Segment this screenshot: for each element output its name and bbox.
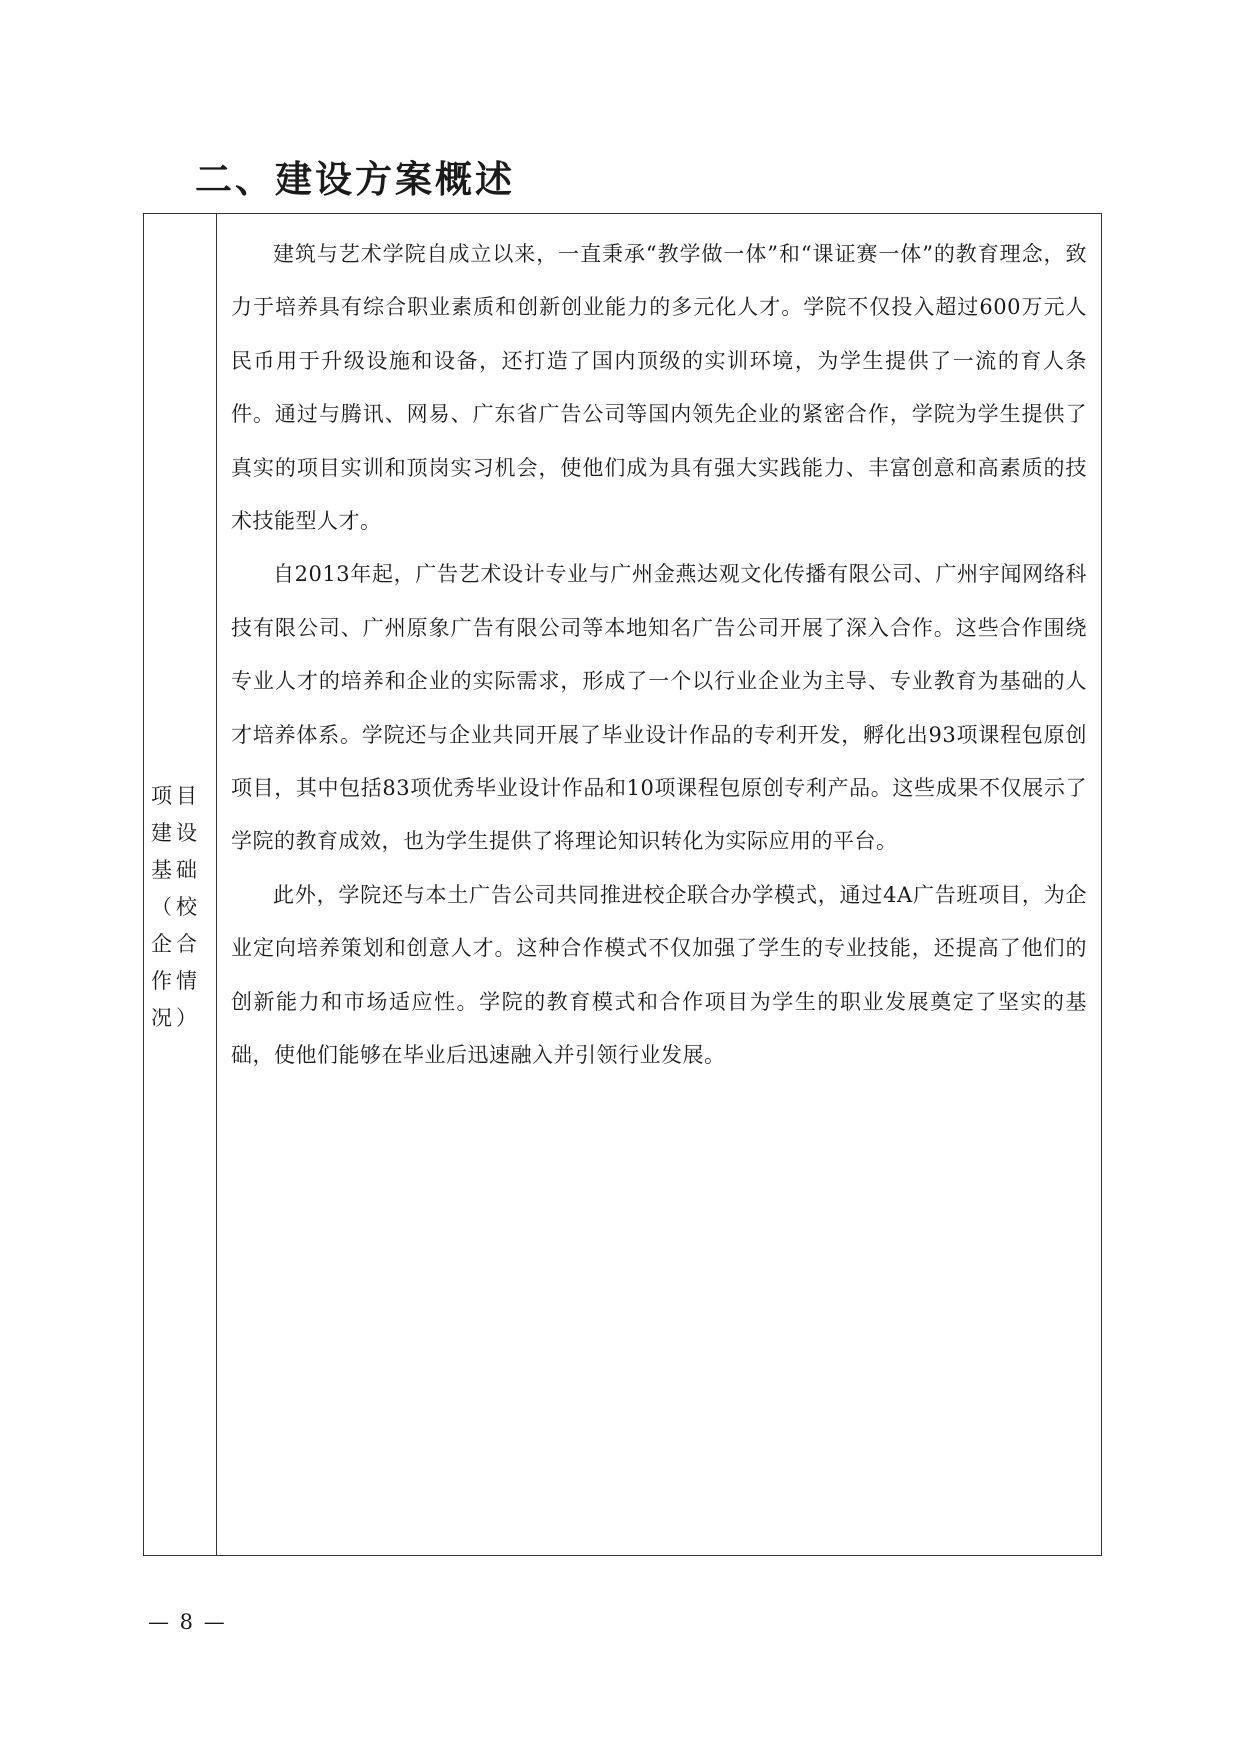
- paragraph-2: 自2013年起，广告艺术设计专业与广州金燕达观文化传播有限公司、广州宇闻网络科技有限公司、广州原象广告有限公司等本地知名广告公司开展了深入合作。这些合作围绕专业人才的培养和企业的实际需求，形成了一个以行业企业为主导、专业教育为基础的人才培养体系。学院还与企业共同开展了毕业设计作品的专利开发，孵化出93项课程包原创项目，其中包括83项优秀毕业设计作品和10项课程包原创专利产品。这些成果不仅展示了学院的教育成效，也为学生提供了将理论知识转化为实际应用的平台。: [231, 562, 1087, 854]
- section-title: 二、建设方案概述: [195, 158, 515, 201]
- page-number: — 8 —: [148, 1610, 227, 1634]
- paragraph-1: 建筑与艺术学院自成立以来，一直秉承“教学做一体”和“课证赛一体”的教育理念，致力于培养具有综合职业素质和创新创业能力的多元化人才。学院不仅投入超过600万元人民币用于升级设施和设备，还打造了国内顶级的实训环境，为学生提供了一流的育人条件。通过与腾讯、网易、广东省广告公司等国内领先企业的紧密合作，学院为学生提供了真实的项目实训和顶岗实习机会，使他们成为具有强大实践能力、丰富创意和高素质的技术技能型人才。: [231, 242, 1087, 534]
- content-cell: [217, 214, 1101, 1555]
- paragraph-3: 此外，学院还与本土广告公司共同推进校企联合办学模式，通过4A广告班项目，为企业定向培养策划和创意人才。这种合作模式不仅加强了学生的专业技能，还提高了他们的创新能力和市场适应性。学院的教育模式和合作项目为学生的职业发展奠定了坚实的基础，使他们能够在毕业后迅速融入并引领行业发展。: [231, 882, 1087, 1068]
- row-label: 项目建设基础（校企合作情况）: [151, 784, 201, 1030]
- project-basis-table: [143, 213, 1102, 1556]
- row-label-cell: [144, 214, 217, 1555]
